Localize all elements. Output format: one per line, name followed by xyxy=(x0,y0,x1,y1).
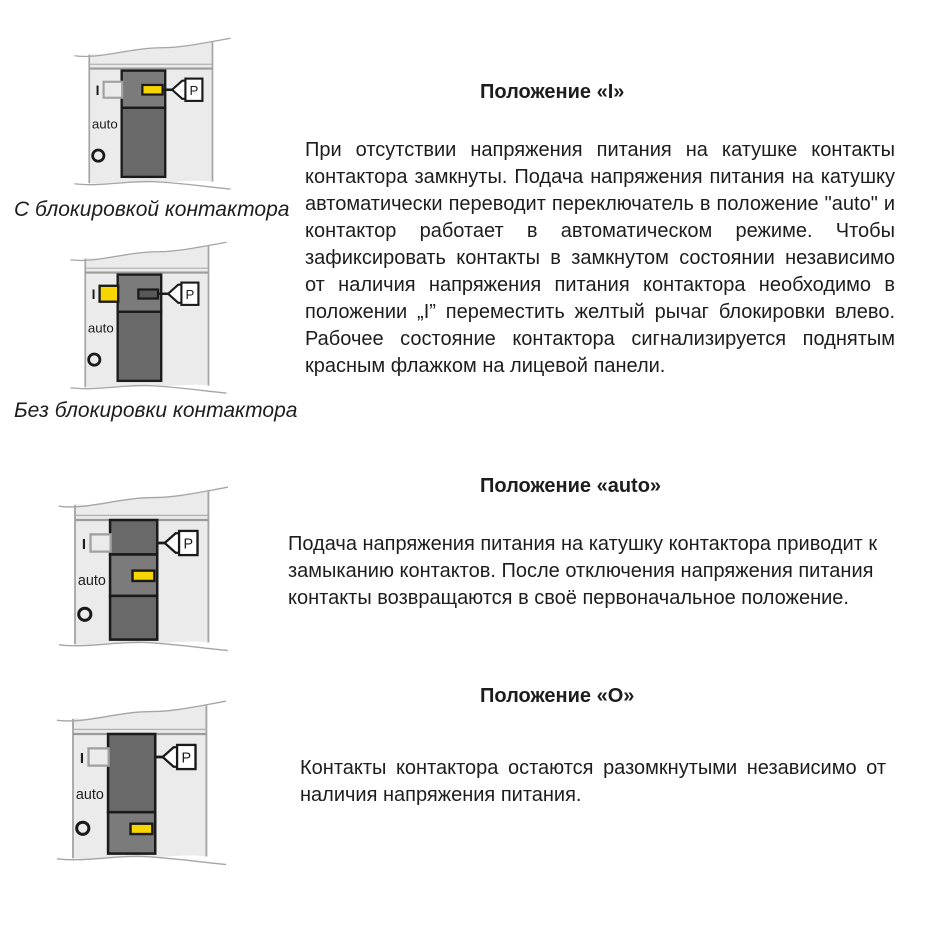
diagram-position-auto xyxy=(52,474,236,658)
contactor-front-panel xyxy=(64,230,234,400)
lever-slot xyxy=(89,748,109,765)
body-position-o: Контакты контактора остаются разомкнутыми независимо от наличия напряжения питания. xyxy=(300,757,886,806)
p-flag-label: P xyxy=(183,536,194,553)
contactor-front-panel xyxy=(50,688,234,872)
diagram-caption-with-lock: С блокировкой контактора xyxy=(14,198,290,221)
switch-block-section xyxy=(118,312,162,381)
label-position-auto: auto xyxy=(91,116,118,132)
yellow-lever xyxy=(133,571,155,581)
heading-position-i: Положение «I» xyxy=(480,81,625,103)
switch-block-section xyxy=(110,596,157,640)
label-position-auto: auto xyxy=(77,572,106,589)
heading-position-o: Положение «О» xyxy=(480,685,635,707)
label-position-i: I xyxy=(81,535,87,553)
yellow-lever xyxy=(131,824,153,834)
diagram-position-o xyxy=(50,688,234,872)
p-flag-label: P xyxy=(189,82,199,98)
yellow-lock-lever xyxy=(100,286,119,302)
body-position-i: При отсутствии напряжения питания на катушке контакты контактора замкнуты. Подача напряжения питания на катушку автоматически переводит переключатель в положение "auto" и контактор работает в автоматическом режиме. Чтобы зафиксировать контакты в замкнутом состоянии независимо от наличия напряжения питания контактора необходимо в положении „I” переместить желтый рычаг блокировки влево. Рабочее состояние контактора сигнализируется поднятым красным флажком на лицевой панели. xyxy=(305,139,895,377)
label-position-auto: auto xyxy=(87,320,114,336)
p-flag-label: P xyxy=(185,286,195,302)
label-position-i: I xyxy=(91,286,96,303)
lever-slot xyxy=(104,82,123,98)
contactor-front-panel xyxy=(68,26,238,196)
label-position-i: I xyxy=(95,82,100,99)
yellow-lever xyxy=(142,85,162,95)
label-position-auto: auto xyxy=(75,786,104,803)
empty-lever-slot xyxy=(138,290,158,299)
diagram-position-i-without-lock xyxy=(64,230,234,400)
diagram-position-i-with-lock xyxy=(68,26,238,196)
contactor-front-panel xyxy=(52,474,236,658)
lever-slot xyxy=(91,534,111,551)
body-position-auto: Подача напряжения питания на катушку контактора приводит к замыканию контактов. После отключения напряжения питания контакты возвращаются в своё первоначальное положение. xyxy=(288,533,878,609)
diagram-caption-without-lock: Без блокировки контактора xyxy=(14,399,298,422)
label-position-i: I xyxy=(79,749,85,767)
heading-position-auto: Положение «auto» xyxy=(480,475,662,497)
switch-block-section xyxy=(122,108,166,177)
switch-block-section xyxy=(108,734,155,812)
p-flag-label: P xyxy=(181,750,192,767)
switch-block-section xyxy=(110,520,157,555)
